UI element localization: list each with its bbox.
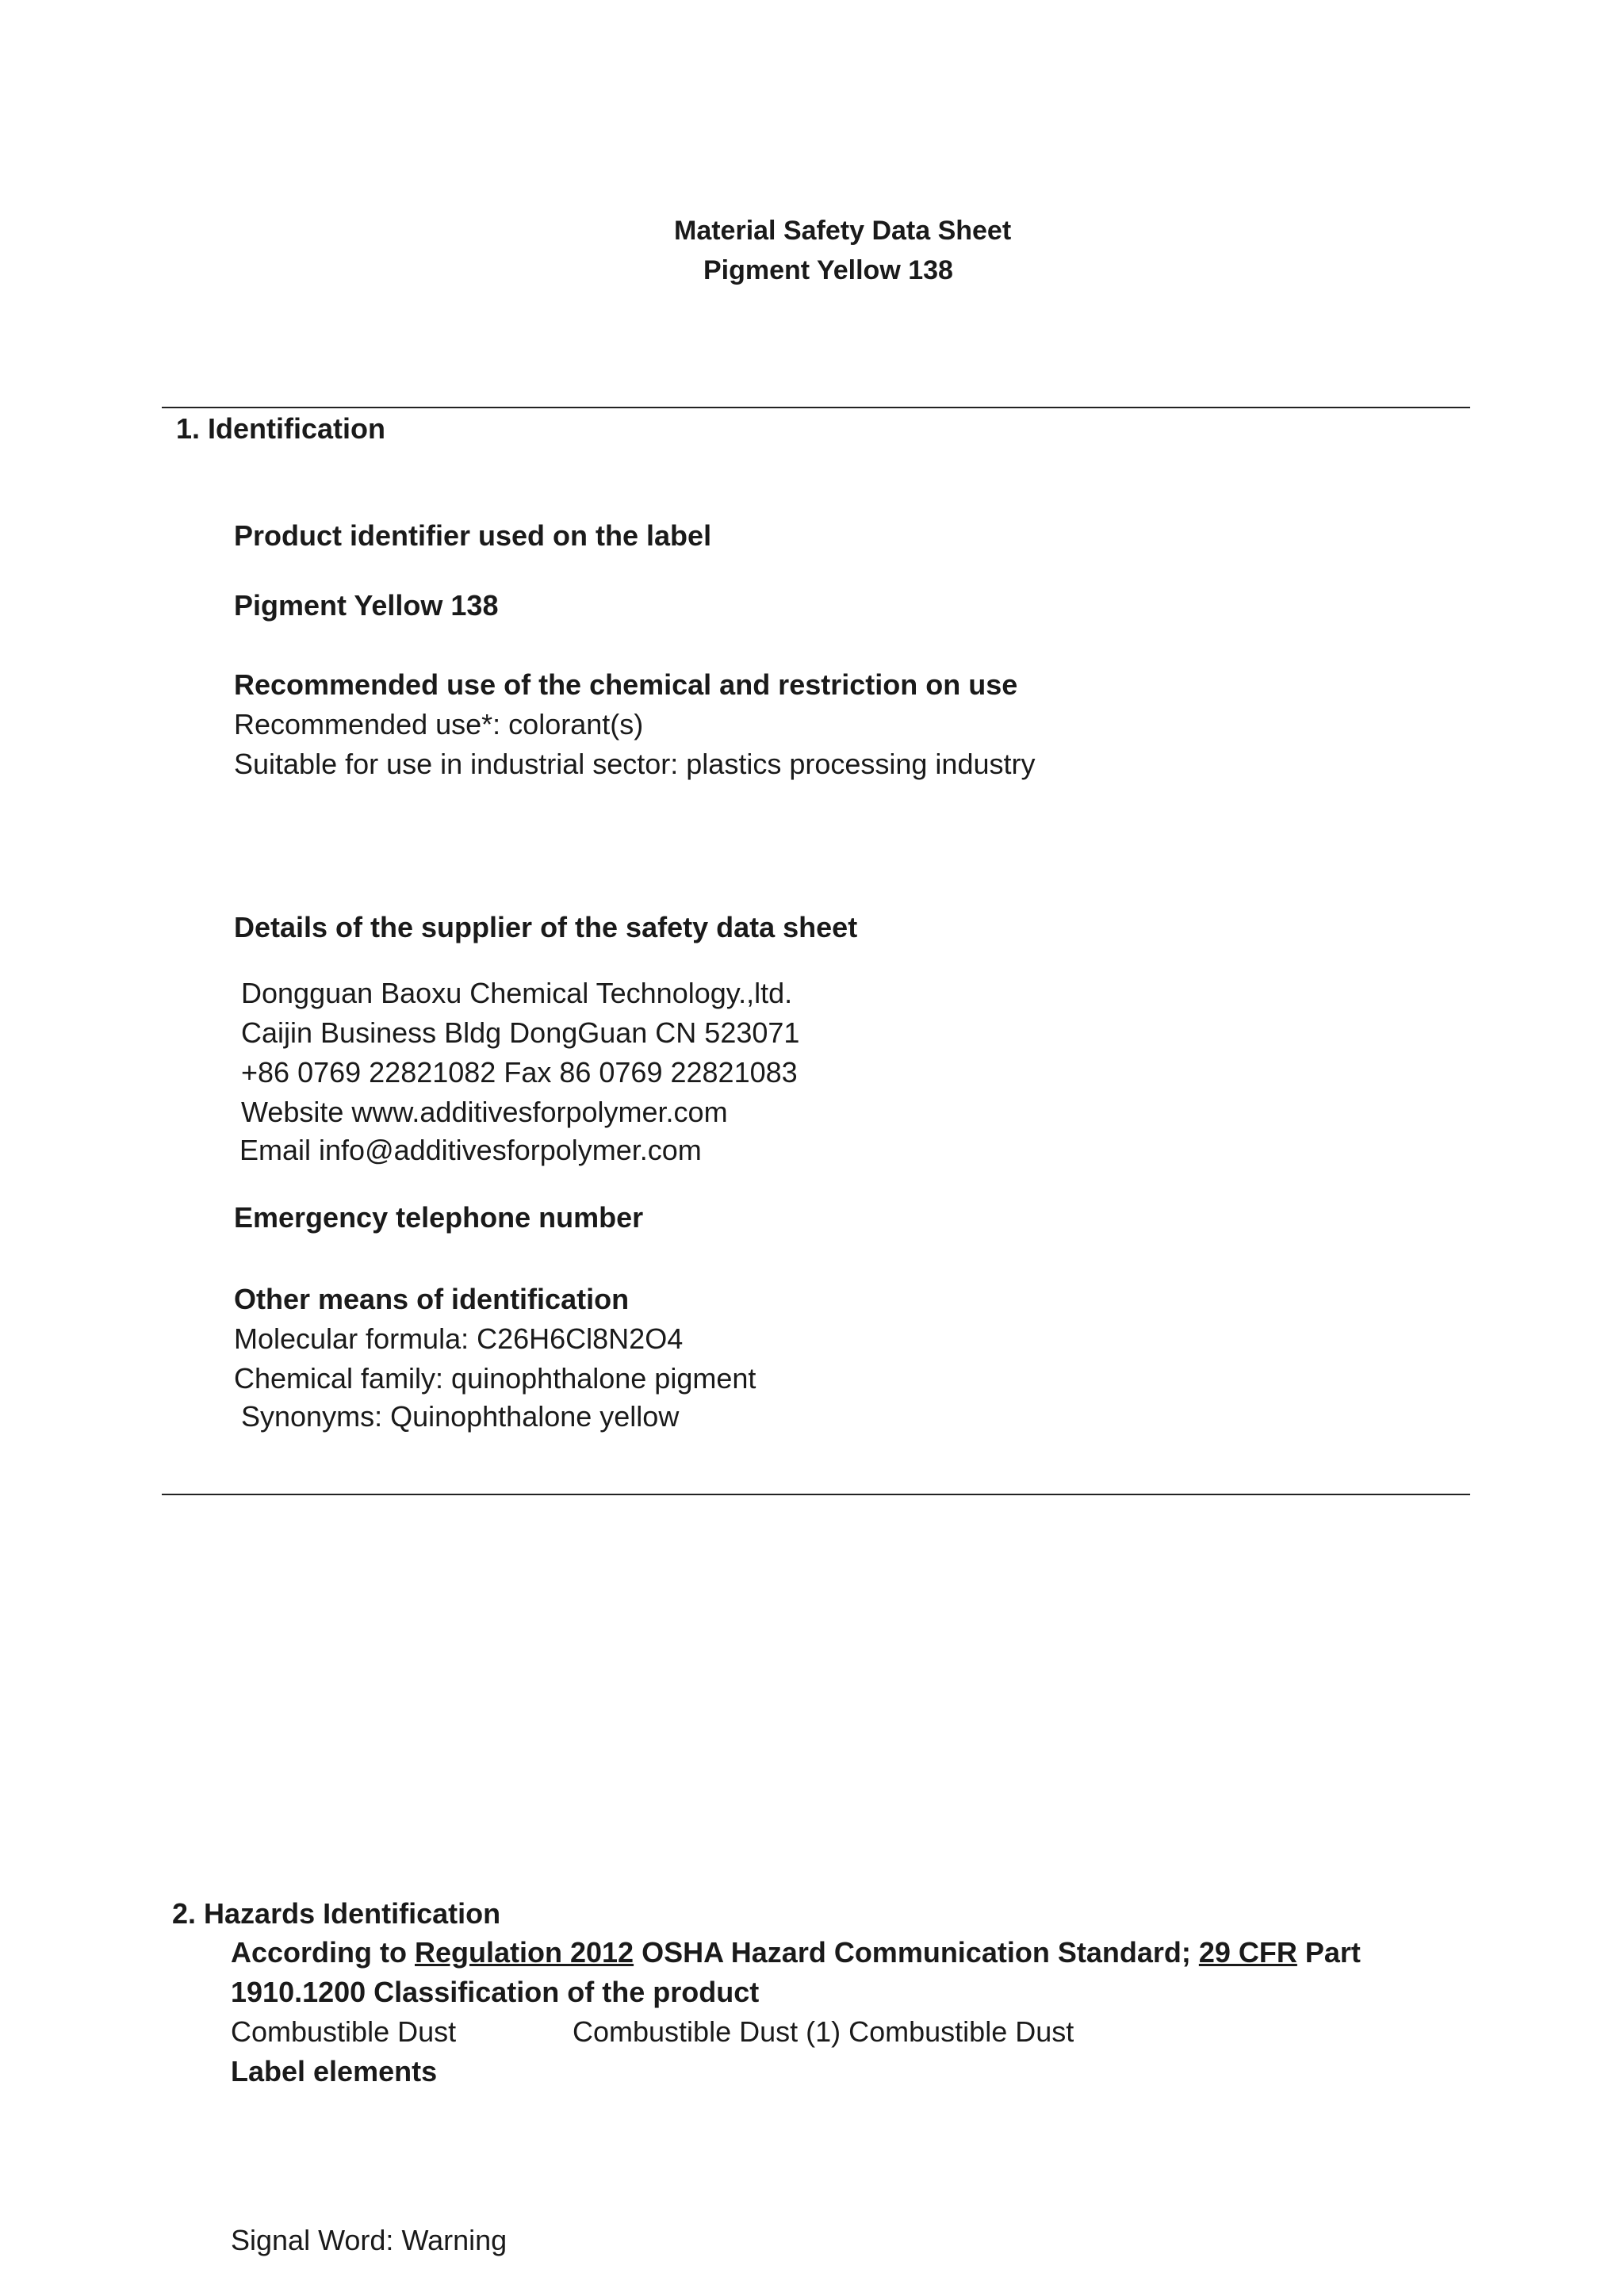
section-2-heading: 2. Hazards Identification: [172, 1897, 501, 1930]
label-elements-heading: Label elements: [231, 2055, 438, 2087]
according-middle: OSHA Hazard Communication Standard;: [634, 1936, 1199, 1969]
according-suffix: Part: [1297, 1936, 1361, 1969]
according-to-line: [231, 1936, 1361, 1969]
section-divider-bottom: [162, 1494, 1470, 1495]
molecular-formula: Molecular formula: C26H6Cl8N2O4: [234, 1322, 684, 1355]
chemical-family: Chemical family: quinophthalone pigment: [234, 1362, 756, 1395]
recommended-use-heading: Recommended use of the chemical and restriction on use: [234, 668, 1018, 701]
product-name: Pigment Yellow 138: [234, 589, 499, 622]
recommended-use: Recommended use*: colorant(s): [234, 708, 644, 740]
document-title: Material Safety Data Sheet: [674, 216, 1012, 246]
other-means-heading: Other means of identification: [234, 1283, 630, 1315]
supplier-company: Dongguan Baoxu Chemical Technology.,ltd.: [241, 977, 793, 1009]
document-subtitle: Pigment Yellow 138: [703, 255, 953, 285]
section-divider-top: [162, 407, 1470, 408]
supplier-website: Website www.additivesforpolymer.com: [241, 1096, 728, 1128]
classification-line: 1910.1200 Classification of the product: [231, 1976, 760, 2008]
according-prefix: According to: [231, 1936, 415, 1969]
supplier-address: Caijin Business Bldg DongGuan CN 523071: [241, 1016, 800, 1049]
hazard-detail: Combustible Dust (1) Combustible Dust: [573, 2015, 1074, 2048]
cfr-link[interactable]: 29 CFR: [1198, 1936, 1297, 1969]
supplier-email: Email info@additivesforpolymer.com: [239, 1134, 702, 1166]
product-identifier-heading: Product identifier used on the label: [234, 519, 712, 552]
emergency-telephone-heading: Emergency telephone number: [234, 1201, 644, 1234]
supplier-phone-fax: +86 0769 22821082 Fax 86 0769 22821083: [241, 1056, 798, 1089]
signal-word: Signal Word: Warning: [231, 2224, 508, 2256]
regulation-link[interactable]: Regulation 2012: [415, 1936, 634, 1969]
industrial-sector: Suitable for use in industrial sector: plastics processing industry: [234, 748, 1036, 780]
supplier-heading: Details of the supplier of the safety data sheet: [234, 911, 858, 943]
section-1-heading: 1. Identification: [176, 412, 386, 445]
hazard-class: Combustible Dust: [231, 2015, 457, 2048]
synonyms: Synonyms: Quinophthalone yellow: [241, 1400, 680, 1433]
